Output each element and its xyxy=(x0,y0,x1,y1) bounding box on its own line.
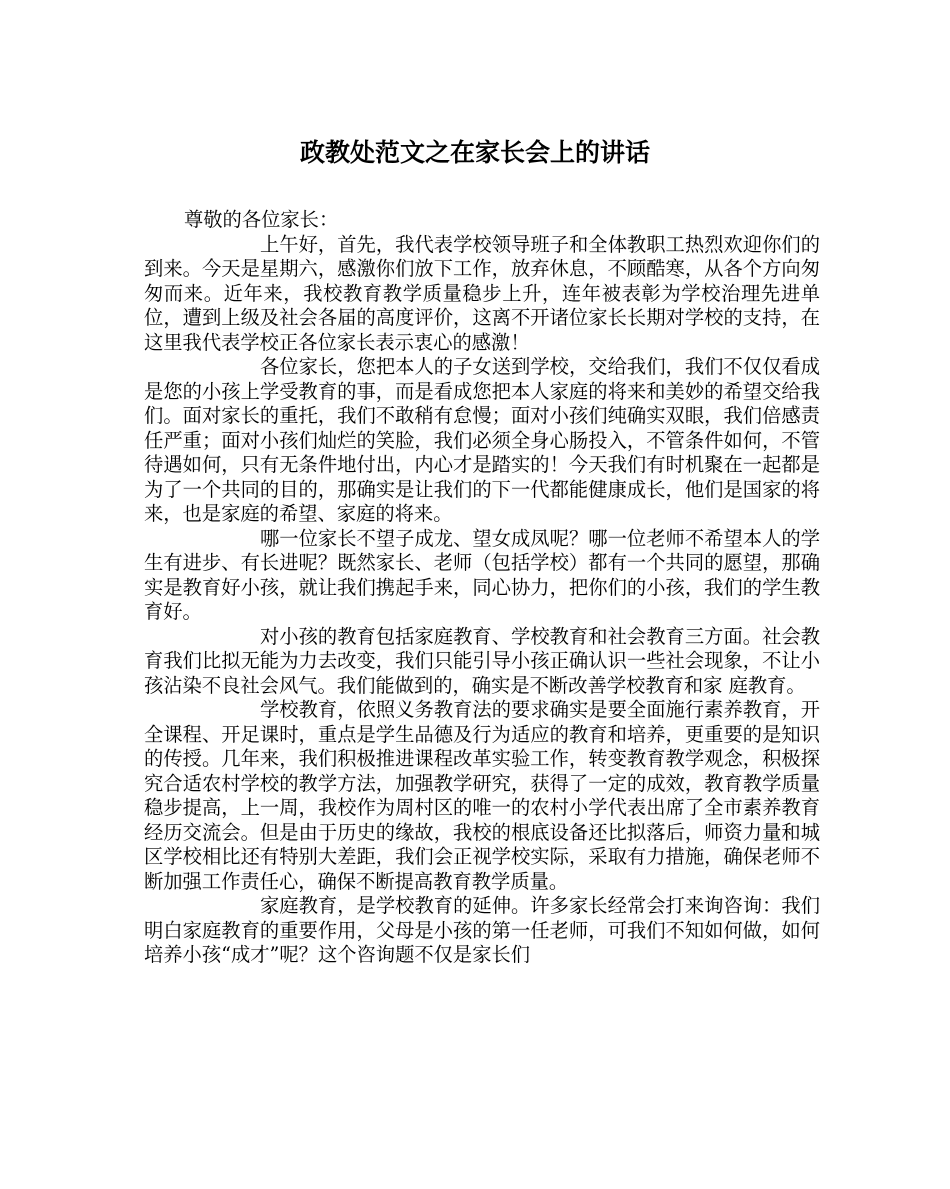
paragraph: 各位家长，您把本人的子女送到学校，交给我们，我们不仅仅看成是您的小孩上学受教育的事，而是看成您把本人家庭的将来和美妙的希望交给我们。面对家长的重托，我们不敢稍有怠慢；面对小孩们纯确实双眼，我们倍感责任严重；面对小孩们灿烂的笑脸，我们必须全身心肠投入，不管条件如何，不管待遇如何，只有无条件地付出，内心才是踏实的！今天我们有时机聚在一起都是为了一个共同的目的，那确实是让我们的下一代都能健康成长，他们是国家的将来，也是家庭的希望、家庭的将来。 xyxy=(144,355,820,525)
paragraph: 家庭教育，是学校教育的延伸。许多家长经常会打来询咨询：我们明白家庭教育的重要作用，父母是小孩的第一任老师，可我们不知如何做，如何培养小孩“成才”呢？这个咨询题不仅是家长们 xyxy=(144,894,820,966)
paragraph: 哪一位家长不望子成龙、望女成凤呢？哪一位老师不希望本人的学生有进步、有长进呢？既然家长、老师（包括学校）都有一个共同的愿望，那确实是教育好小孩，就让我们携起手来，同心协力，把你们的小孩，我们的学生教育好。 xyxy=(144,526,820,623)
paragraph: 对小孩的教育包括家庭教育、学校教育和社会教育三方面。社会教育我们比拟无能为力去改变，我们只能引导小孩正确认识一些社会现象，不让小孩沾染不良社会风气。我们能做到的，确实是不断改善学校教育和家 庭教育。 xyxy=(144,624,820,697)
paragraph: 学校教育，依照义务教育法的要求确实是要全面施行素养教育，开全课程、开足课时，重点是学生品德及行为适应的教育和培养，更重要的是知识的传授。几年来，我们积极推进课程改革实验工作，转变教育教学观念，积极探究合适农村学校的教学方法，加强教学研究，获得了一定的成效，教育教学质量稳步提高，上一周，我校作为周村区的唯一的农村小学代表出席了全市素养教育经历交流会。但是由于历史的缘故，我校的根底设备还比拟落后，师资力量和城区学校相比还有特别大差距，我们会正视学校实际，采取有力措施，确保老师不断加强工作责任心，确保不断提高教育教学质量。 xyxy=(144,698,820,893)
paragraph: 上午好，首先，我代表学校领导班子和全体教职工热烈欢迎你们的到来。今天是星期六，感激你们放下工作，放弃休息，不顾酷寒，从各个方向匆匆而来。近年来，我校教育教学质量稳步上升，连年被表彰为学校治理先进单位，遭到上级及社会各届的高度评价，这离不开诸位家长长期对学校的支持，在这里我代表学校正各位家长表示衷心的感激！ xyxy=(144,232,820,354)
salutation: 尊敬的各位家长： xyxy=(184,208,339,231)
document-title: 政教处范文之在家长会上的讲话 xyxy=(299,138,650,167)
document-body xyxy=(144,208,820,968)
